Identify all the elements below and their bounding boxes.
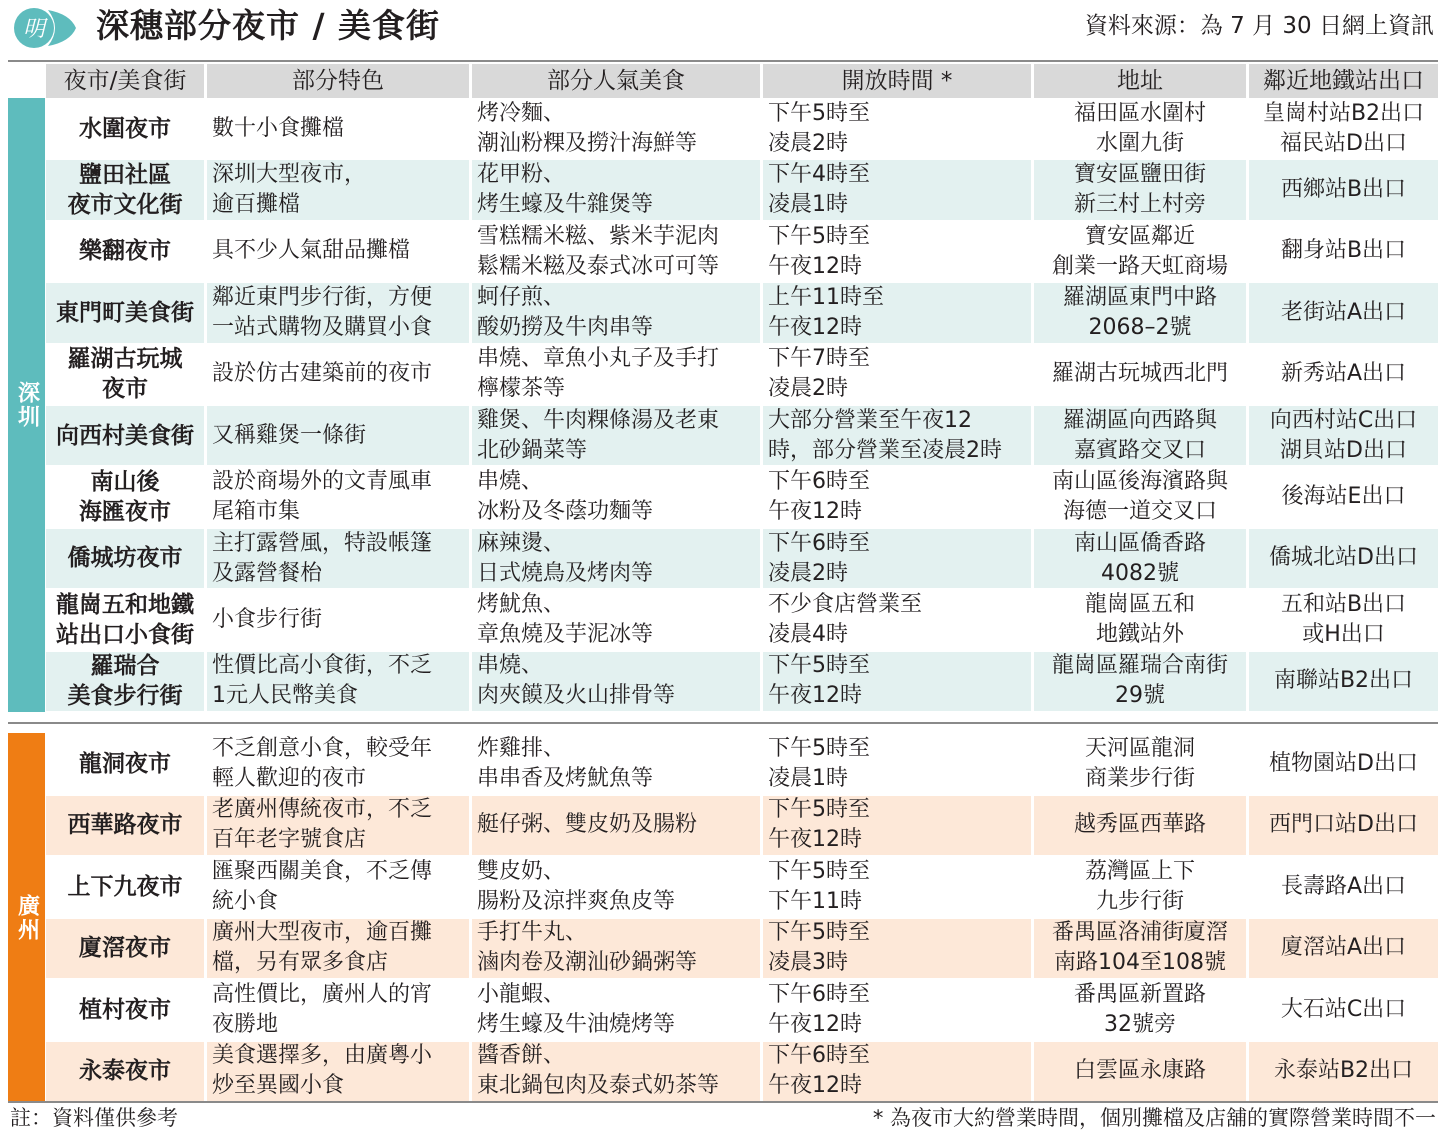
cell-text: 鄰近東門步行街，方便 一站式購物及購買小食	[212, 284, 433, 340]
cell-market-name	[46, 467, 204, 526]
colhead-metro: 鄰近地鐵站出口	[1249, 64, 1438, 98]
cell-text: 雞煲、牛肉粿條湯及老東 北砂鍋菜等	[477, 407, 720, 463]
cell-text: 高性價比，廣州人的宵 夜勝地	[212, 981, 433, 1037]
cell-text: 下午5時至 凌晨2時	[768, 100, 870, 156]
cell-address	[1034, 1042, 1246, 1102]
cell-text: 下午5時至 午夜12時	[768, 653, 870, 709]
cell-text: 皇崗村站B2出口 福民站D出口	[1262, 100, 1425, 156]
cell-text: 植村夜市	[79, 996, 171, 1023]
cell-metro-exit	[1249, 406, 1438, 465]
cell-address	[1034, 529, 1246, 588]
cell-text: 寶安區鹽田街 新三村上村旁	[1073, 162, 1206, 218]
cell-metro-exit	[1249, 529, 1438, 588]
region-divider	[8, 722, 1438, 724]
cell-text: 花甲粉、 烤生蠔及牛雜煲等	[477, 162, 654, 218]
cell-opening-hours	[763, 796, 1031, 856]
cell-text: 下午6時至 凌晨2時	[768, 530, 870, 586]
cell-text: 西華路夜市	[67, 812, 183, 839]
cell-feature	[207, 345, 469, 404]
cell-metro-exit	[1249, 919, 1438, 979]
cell-text: 廣州大型夜市，逾百攤 檔，另有眾多食店	[212, 920, 433, 976]
cell-text: 蚵仔煎、 酸奶撈及牛肉串等	[477, 284, 654, 340]
cell-text: 主打露營風，特設帳篷 及露營餐枱	[212, 530, 433, 586]
cell-text: 越秀區西華路	[1073, 812, 1206, 838]
cell-text: 西鄉站B出口	[1280, 177, 1407, 203]
colhead-feature: 部分特色	[207, 64, 469, 98]
cell-text: 水圍夜市	[79, 115, 171, 142]
cell-market-name	[46, 283, 204, 342]
cell-market-name	[46, 345, 204, 404]
cell-address	[1034, 980, 1246, 1040]
cell-text: 番禺區新置路 32號旁	[1073, 981, 1206, 1037]
cell-text: 下午5時至 午夜12時	[768, 797, 870, 853]
cell-opening-hours	[763, 283, 1031, 342]
cell-metro-exit	[1249, 1042, 1438, 1102]
cell-text: 植物園站D出口	[1269, 750, 1418, 776]
cell-text: 龍崗五和地鐵 站出口小食街	[56, 591, 194, 648]
cell-feature	[207, 590, 469, 649]
cell-market-name	[46, 590, 204, 649]
cell-text: 下午5時至 下午11時	[768, 858, 870, 914]
cell-address	[1034, 99, 1246, 158]
cell-text: 後海站E出口	[1281, 484, 1406, 510]
cell-metro-exit	[1249, 857, 1438, 917]
cell-text: 烤魷魚、 章魚燒及芋泥冰等	[477, 591, 654, 647]
cell-text: 數十小食攤檔	[212, 115, 345, 141]
cell-opening-hours	[763, 467, 1031, 526]
cell-feature	[207, 796, 469, 856]
cell-opening-hours	[763, 652, 1031, 711]
cell-text: 小龍蝦、 烤生蠔及牛油燒烤等	[477, 981, 676, 1037]
cell-feature	[207, 919, 469, 979]
cell-address	[1034, 406, 1246, 465]
cell-opening-hours	[763, 857, 1031, 917]
mingpao-logo-icon	[8, 4, 80, 52]
cell-text: 下午5時至 凌晨3時	[768, 920, 870, 976]
cell-text: 向西村站C出口 湖貝站D出口	[1269, 407, 1418, 463]
cell-text: 下午6時至 午夜12時	[768, 469, 870, 525]
header	[0, 0, 1446, 56]
cell-text: 僑城北站D出口	[1269, 545, 1418, 571]
cell-address	[1034, 345, 1246, 404]
cell-text: 匯聚西關美食，不乏傳 統小食	[212, 858, 433, 914]
cell-text: 設於商場外的文青風車 尾箱市集	[212, 469, 433, 525]
cell-text: 福田區水圍村 水圍九街	[1073, 100, 1206, 156]
cell-text: 下午5時至 凌晨1時	[768, 735, 870, 791]
cell-text: 南聯站B2出口	[1273, 668, 1414, 694]
cell-text: 具不少人氣甜品攤檔	[212, 238, 411, 264]
cell-text: 永泰站B2出口	[1273, 1058, 1414, 1084]
cell-text: 荔灣區上下 九步行街	[1084, 858, 1195, 914]
cell-text: 美食選擇多，由廣粵小 炒至異國小食	[212, 1043, 433, 1099]
cell-text: 手打牛丸、 滷肉卷及潮汕砂鍋粥等	[477, 920, 698, 976]
colhead-hours: 開放時間 *	[763, 64, 1031, 98]
data-source: 資料來源：為 7 月 30 日網上資訊	[1084, 13, 1434, 39]
cell-opening-hours	[763, 160, 1031, 219]
cell-metro-exit	[1249, 980, 1438, 1040]
cell-market-name	[46, 1042, 204, 1102]
page-title: 深穗部分夜市 / 美食街	[96, 6, 441, 45]
cell-text: 串燒、 冰粉及冬蔭功麵等	[477, 469, 654, 525]
cell-address	[1034, 222, 1246, 281]
cell-market-name	[46, 99, 204, 158]
cell-opening-hours	[763, 919, 1031, 979]
colhead-food: 部分人氣美食	[472, 64, 760, 98]
cell-market-name	[46, 980, 204, 1040]
cell-opening-hours	[763, 345, 1031, 404]
cell-opening-hours	[763, 980, 1031, 1040]
cell-metro-exit	[1249, 590, 1438, 649]
cell-popular-food	[472, 796, 760, 856]
cell-text: 不乏創意小食，較受年 輕人歡迎的夜市	[212, 735, 433, 791]
cell-feature	[207, 980, 469, 1040]
cell-feature	[207, 529, 469, 588]
cell-text: 深圳大型夜市， 逾百攤檔	[212, 162, 367, 218]
cell-feature	[207, 406, 469, 465]
cell-feature	[207, 283, 469, 342]
cell-feature	[207, 160, 469, 219]
region-label-shenzhen	[8, 98, 45, 712]
cell-text: 南山後 海匯夜市	[79, 469, 171, 526]
logo-glyph: 明	[22, 17, 46, 42]
cell-opening-hours	[763, 590, 1031, 649]
cell-popular-food	[472, 406, 760, 465]
cell-text: 羅湖古玩城 夜市	[67, 346, 183, 403]
cell-popular-food	[472, 590, 760, 649]
cell-text: 不少食店營業至 凌晨4時	[768, 591, 923, 647]
cell-text: 寶安區鄰近 創業一路天虹商場	[1051, 223, 1228, 279]
cell-feature	[207, 652, 469, 711]
cell-popular-food	[472, 980, 760, 1040]
cell-popular-food	[472, 160, 760, 219]
cell-popular-food	[472, 99, 760, 158]
cell-text: 廈滘夜市	[79, 935, 171, 962]
cell-text: 廈滘站A出口	[1280, 935, 1407, 961]
cell-text: 大石站C出口	[1280, 996, 1407, 1022]
cell-opening-hours	[763, 734, 1031, 794]
cell-text: 下午7時至 凌晨2時	[768, 346, 870, 402]
footnote-hours: * 為夜市大約營業時間，個別攤檔及店舖的實際營業時間不一	[872, 1106, 1436, 1130]
cell-market-name	[46, 652, 204, 711]
cell-text: 羅瑞合 美食步行街	[67, 653, 183, 710]
cell-text: 長壽路A出口	[1280, 873, 1407, 899]
cell-text: 向西村美食街	[56, 422, 194, 449]
cell-text: 艇仔粥、雙皮奶及腸粉	[477, 812, 698, 838]
cell-popular-food	[472, 283, 760, 342]
cell-text: 設於仿古建築前的夜市	[212, 361, 433, 387]
cell-market-name	[46, 857, 204, 917]
cell-text: 永泰夜市	[79, 1058, 171, 1085]
cell-address	[1034, 919, 1246, 979]
cell-popular-food	[472, 652, 760, 711]
cell-popular-food	[472, 529, 760, 588]
cell-text: 老廣州傳統夜市，不乏 百年老字號食店	[212, 797, 433, 853]
cell-metro-exit	[1249, 160, 1438, 219]
cell-address	[1034, 590, 1246, 649]
cell-text: 串燒、 肉夾饃及火山排骨等	[477, 653, 676, 709]
cell-opening-hours	[763, 1042, 1031, 1102]
cell-text: 翻身站B出口	[1280, 238, 1407, 264]
cell-address	[1034, 160, 1246, 219]
cell-text: 龍洞夜市	[79, 750, 171, 777]
cell-feature	[207, 857, 469, 917]
cell-opening-hours	[763, 222, 1031, 281]
cell-metro-exit	[1249, 283, 1438, 342]
cell-text: 羅湖區向西路與 嘉賓路交叉口	[1062, 407, 1217, 463]
cell-text: 樂翻夜市	[79, 238, 171, 265]
cell-popular-food	[472, 1042, 760, 1102]
cell-market-name	[46, 796, 204, 856]
cell-feature	[207, 222, 469, 281]
cell-text: 僑城坊夜市	[67, 545, 183, 572]
cell-text: 西門口站D出口	[1269, 812, 1418, 838]
cell-opening-hours	[763, 99, 1031, 158]
cell-text: 下午6時至 午夜12時	[768, 1043, 870, 1099]
cell-text: 老街站A出口	[1280, 299, 1407, 325]
cell-market-name	[46, 919, 204, 979]
cell-text: 龍崗區五和 地鐵站外	[1084, 591, 1195, 647]
cell-text: 醬香餅、 東北鍋包肉及泰式奶茶等	[477, 1043, 720, 1099]
cell-text: 下午4時至 凌晨1時	[768, 162, 870, 218]
cell-text: 上午11時至 午夜12時	[768, 284, 884, 340]
cell-text: 下午5時至 午夜12時	[768, 223, 870, 279]
cell-market-name	[46, 529, 204, 588]
cell-text: 串燒、章魚小丸子及手打 檸檬茶等	[477, 346, 720, 402]
cell-text: 新秀站A出口	[1280, 361, 1407, 387]
cell-text: 上下九夜市	[67, 873, 183, 900]
cell-text: 白雲區永康路	[1073, 1058, 1206, 1084]
cell-text: 東門町美食街	[56, 299, 194, 326]
cell-text: 番禺區洛浦街廈滘 南路104至108號	[1051, 920, 1228, 976]
colhead-address: 地址	[1034, 64, 1246, 98]
cell-feature	[207, 1042, 469, 1102]
cell-market-name	[46, 222, 204, 281]
cell-market-name	[46, 406, 204, 465]
cell-popular-food	[472, 857, 760, 917]
cell-metro-exit	[1249, 345, 1438, 404]
header-divider	[8, 60, 1438, 62]
cell-text: 性價比高小食街，不乏 1元人民幣美食	[212, 653, 433, 709]
cell-address	[1034, 796, 1246, 856]
colhead-market: 夜市/美食街	[46, 64, 204, 98]
cell-popular-food	[472, 345, 760, 404]
cell-address	[1034, 283, 1246, 342]
cell-text: 雪糕糯米糍、紫米芋泥肉 鬆糯米糍及泰式冰可可等	[477, 223, 720, 279]
cell-opening-hours	[763, 406, 1031, 465]
cell-text: 雙皮奶、 腸粉及涼拌爽魚皮等	[477, 858, 676, 914]
cell-popular-food	[472, 734, 760, 794]
cell-text: 南山區僑香路 4082號	[1073, 530, 1206, 586]
cell-popular-food	[472, 919, 760, 979]
cell-market-name	[46, 160, 204, 219]
cell-text: 五和站B出口 或H出口	[1280, 591, 1407, 647]
footnote-disclaimer: 註：資料僅供參考	[10, 1106, 178, 1130]
cell-text: 小食步行街	[212, 606, 323, 632]
cell-text: 羅湖區東門中路 2068–2號	[1062, 284, 1217, 340]
cell-feature	[207, 467, 469, 526]
cell-address	[1034, 467, 1246, 526]
cell-text: 下午6時至 午夜12時	[768, 981, 870, 1037]
cell-popular-food	[472, 467, 760, 526]
region-label-text: 廣州	[14, 893, 40, 942]
cell-address	[1034, 857, 1246, 917]
cell-feature	[207, 734, 469, 794]
cell-text: 又稱雞煲一條街	[212, 422, 367, 448]
cell-metro-exit	[1249, 652, 1438, 711]
cell-opening-hours	[763, 529, 1031, 588]
cell-text: 烤冷麵、 潮汕粉粿及撈汁海鮮等	[477, 100, 698, 156]
cell-popular-food	[472, 222, 760, 281]
cell-text: 鹽田社區 夜市文化街	[67, 162, 183, 219]
cell-address	[1034, 734, 1246, 794]
cell-text: 麻辣燙、 日式燒鳥及烤肉等	[477, 530, 654, 586]
cell-text: 炸雞排、 串串香及烤魷魚等	[477, 735, 654, 791]
cell-metro-exit	[1249, 467, 1438, 526]
cell-metro-exit	[1249, 99, 1438, 158]
cell-market-name	[46, 734, 204, 794]
cell-metro-exit	[1249, 734, 1438, 794]
cell-metro-exit	[1249, 222, 1438, 281]
cell-text: 天河區龍洞 商業步行街	[1084, 735, 1195, 791]
cell-text: 龍崗區羅瑞合南街 29號	[1051, 653, 1228, 709]
cell-text: 羅湖古玩城西北門	[1051, 361, 1228, 387]
cell-metro-exit	[1249, 796, 1438, 856]
region-label-guangzhou	[8, 733, 45, 1102]
cell-text: 南山區後海濱路與 海德一道交叉口	[1051, 469, 1228, 525]
cell-feature	[207, 99, 469, 158]
cell-address	[1034, 652, 1246, 711]
region-label-text: 深圳	[14, 381, 40, 429]
cell-text: 大部分營業至午夜12 時，部分營業至凌晨2時	[768, 407, 1002, 463]
